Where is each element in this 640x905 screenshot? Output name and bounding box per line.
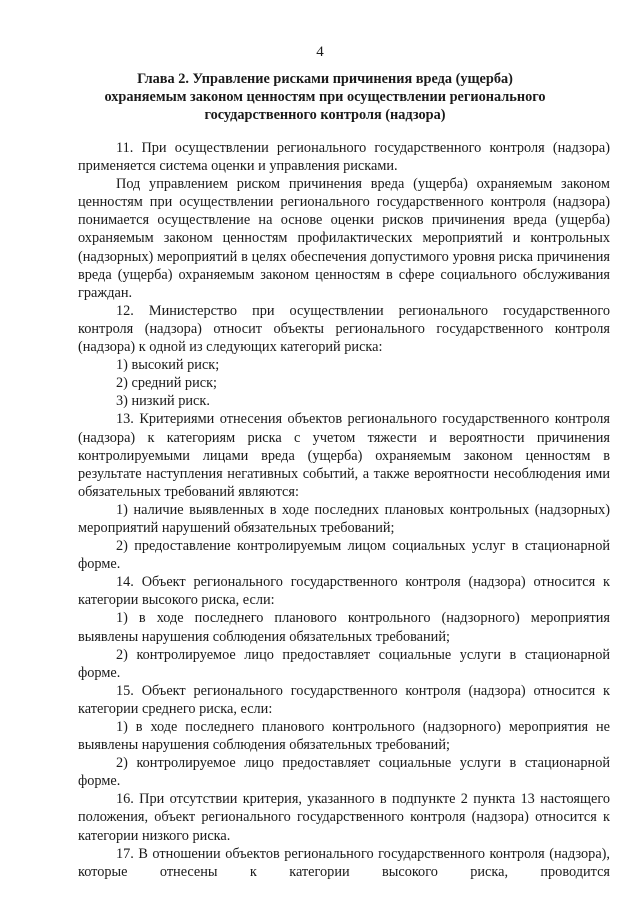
paragraph-15: 15. Объект регионального государственного контроля (надзора) относится к категории среднего риска, если: — [78, 682, 610, 717]
body-text — [78, 139, 610, 881]
page-number: 4 — [316, 44, 324, 60]
chapter-heading-line: охраняемым законом ценностям при осуществлении регионального — [104, 89, 546, 105]
chapter-heading-line: государственного контроля (надзора) — [204, 107, 446, 123]
paragraph-15-item-2: 2) контролируемое лицо предоставляет социальные услуги в стационарной форме. — [78, 755, 610, 790]
paragraph-14-item-1: 1) в ходе последнего планового контрольного (надзорного) мероприятия выявлены нарушения соблюдения обязательных требований; — [78, 610, 610, 645]
paragraph-15-item-1: 1) в ходе последнего планового контрольного (надзорного) мероприятия не выявлены нарушения соблюдения обязательных требований; — [78, 719, 610, 754]
paragraph-13: 13. Критериями отнесения объектов регионального государственного контроля (надзора) к категориям риска с учетом тяжести и вероятности причинения контролируемыми лицами вреда (ущерба) охраняемым законом ценностям в результате наступления негативных событий, а также вероятности несоблюдения ими обязательных требований являются: — [78, 411, 610, 500]
paragraph-13-item-2: 2) предоставление контролируемым лицом социальных услуг в стационарной форме. — [78, 538, 610, 573]
paragraph-13-item-1: 1) наличие выявленных в ходе последних плановых контрольных (надзорных) мероприятий нарушений обязательных требований; — [78, 501, 610, 536]
paragraph-risk-management-definition: Под управлением риском причинения вреда (ущерба) охраняемым законом ценностям при осуществлении регионального государственного контроля (надзора) понимается осуществление на основе оценки рисков причинения вреда (ущерба) охраняемым законом ценностям профилактических мероприятий и контрольных (надзорных) мероприятий в целях обеспечения допустимого уровня риска причинения вреда (ущерба) охраняемым законом ценностям в сфере социального обслуживания граждан. — [78, 176, 610, 301]
paragraph-11: 11. При осуществлении регионального государственного контроля (надзора) применяется система оценки и управления рисками. — [78, 140, 610, 175]
paragraph-14-item-2: 2) контролируемое лицо предоставляет социальные услуги в стационарной форме. — [78, 646, 610, 681]
list-item-medium-risk: 2) средний риск; — [116, 375, 217, 392]
chapter-heading — [90, 70, 560, 124]
paragraph-17: 17. В отношении объектов регионального государственного контроля (надзора), которые отнесены к категории высокого риска, проводится — [78, 845, 610, 880]
paragraph-14: 14. Объект регионального государственного контроля (надзора) относится к категории высокого риска, если: — [78, 574, 610, 609]
paragraph-12: 12. Министерство при осуществлении регионального государственного контроля (надзора) относит объекты регионального государственного контроля (надзора) к одной из следующих категорий риска: — [78, 302, 610, 356]
chapter-heading-line: Глава 2. Управление рисками причинения вреда (ущерба) — [137, 71, 513, 87]
list-item-low-risk: 3) низкий риск. — [116, 393, 210, 410]
list-item-high-risk: 1) высокий риск; — [116, 357, 220, 374]
paragraph-16: 16. При отсутствии критерия, указанного в подпункте 2 пункта 13 настоящего положения, объект регионального государственного контроля (надзора) относится к категории низкого риска. — [78, 791, 610, 844]
